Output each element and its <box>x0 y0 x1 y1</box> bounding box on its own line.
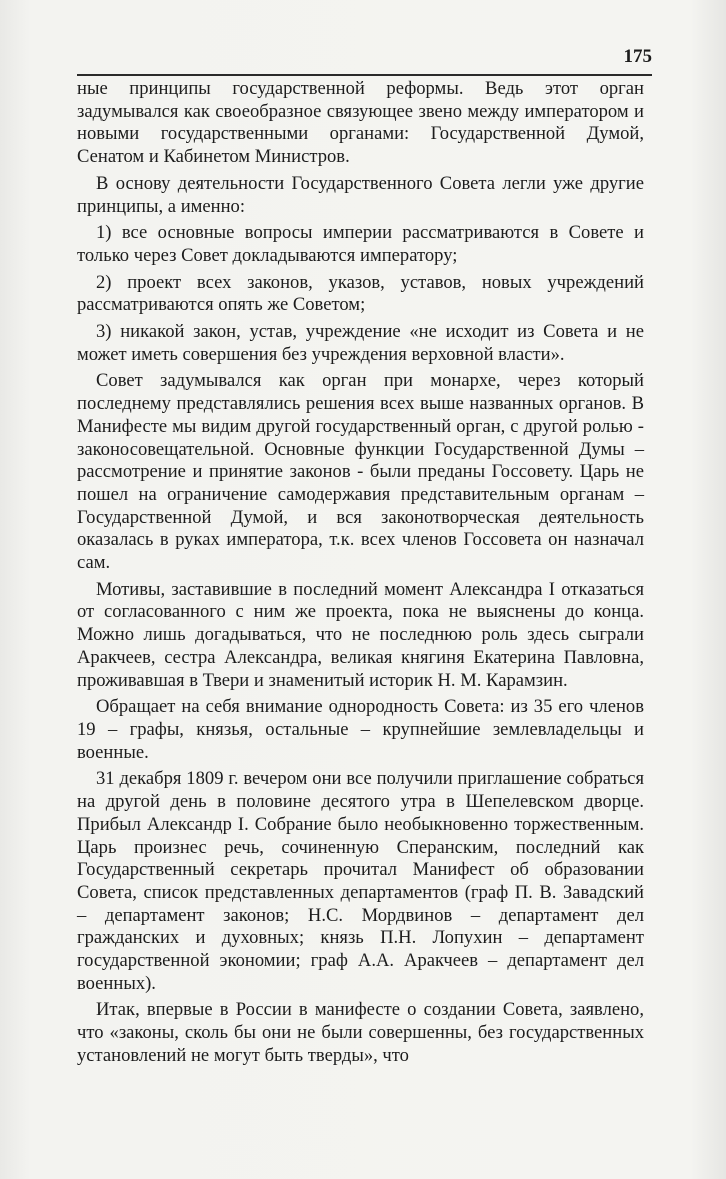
paragraph: 31 декабря 1809 г. вечером они все получили приглашение собраться на другой день в половине десятого утра в Шепелевском дворце. Прибыл Александр I. Собрание было необыкновенно торжественным. Царь произнес речь, сочиненную Сперанским, последний как Государственный секретарь прочитал Манифест об образовании Совета, список представленных департаментов (граф П. В. Завадский – департамент законов; Н.С. Мордвинов – департамент дел гражданских и духовных; князь П.Н. Лопухин – департамент государственной экономии; граф А.А. Аракчеев – департамент дел военных). <box>77 768 644 994</box>
paragraph: Обращает на себя внимание однородность Совета: из 35 его членов 19 – графы, князья, остальные – крупнейшие землевладельцы и военные. <box>77 696 644 763</box>
paragraph: ные принципы государственной реформы. Ведь этот орган задумывался как своеобразное связующее звено между императором и новыми государственными органами: Государственной Думой, Сенатом и Кабинетом Министров. <box>77 78 644 168</box>
paragraph: Мотивы, заставившие в последний момент Александра I отказаться от согласованного с ним же проекта, пока не выяснены до конца. Можно лишь догадываться, что не последнюю роль здесь сыграли Аракчеев, сестра Александра, великая княгиня Екатерина Павловна, проживавшая в Твери и знаменитый историк Н. М. Карамзин. <box>77 578 644 691</box>
paragraph: Совет задумывался как орган при монархе, через который последнему представлялись решения всех выше названных органов. В Манифесте мы видим другой государственный орган, с другой ролью - законосовещательной. Основные функции Государственной Думы – рассмотрение и принятие законов - были преданы Госсовету. Царь не пошел на ограничение самодержавия представительным органам – Государственной Думой, и вся законотворческая деятельность оказалась в руках императора, т.к. всех членов Госсовета он назначал сам. <box>77 370 644 574</box>
paragraph: В основу деятельности Государственного Совета легли уже другие принципы, а именно: <box>77 172 644 217</box>
paragraph: Итак, впервые в России в манифесте о создании Совета, заявлено, что «законы, сколь бы они не были совершенны, без государственных установлений не могут быть тверды», что <box>77 999 644 1066</box>
paragraph: 1) все основные вопросы империи рассматриваются в Совете и только через Совет докладываются императору; <box>77 222 644 266</box>
body-text <box>77 78 644 1072</box>
paragraph: 3) никакой закон, устав, учреждение «не исходит из Совета и не может иметь совершения без учреждения верховной власти». <box>77 321 644 365</box>
paragraph: 2) проект всех законов, указов, уставов, новых учреждений рассматриваются опять же Советом; <box>77 271 644 316</box>
page-number: 175 <box>623 46 652 67</box>
header-rule <box>77 74 652 76</box>
